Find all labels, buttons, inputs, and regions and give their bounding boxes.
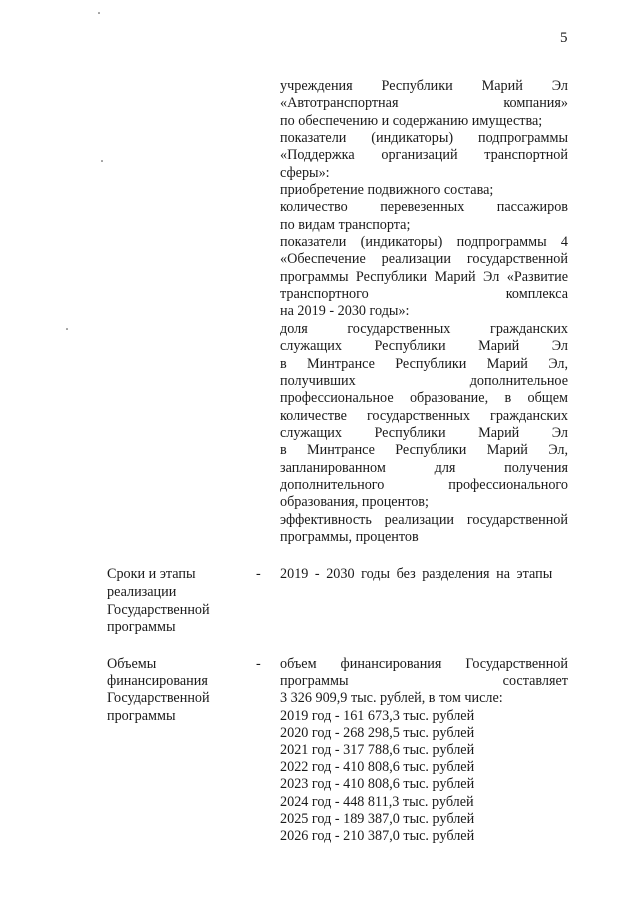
text-line: программы составляет xyxy=(280,673,568,690)
text-line: получивших дополнительное xyxy=(280,372,568,389)
funding-label xyxy=(107,656,257,725)
text-line: «Автотранспортная компания» xyxy=(280,95,568,112)
text-line: запланированном для получения xyxy=(280,459,568,476)
text-line: 2020 год - 268 298,5 тыс. рублей xyxy=(280,724,475,741)
text-line: количестве государственных гражданских xyxy=(280,407,568,424)
text-line: 2023 год - 410 808,6 тыс. рублей xyxy=(280,776,475,793)
text-line: по видам транспорта; xyxy=(280,216,411,233)
text-line: 2024 год - 448 811,3 тыс. рублей xyxy=(280,793,474,810)
text-line: доля государственных гражданских xyxy=(280,320,568,337)
text-line: служащих Республики Марий Эл xyxy=(280,424,568,441)
scan-speck xyxy=(66,328,68,330)
scan-speck xyxy=(101,160,103,162)
label-line: Государственной xyxy=(107,690,210,707)
label-line: программы xyxy=(107,707,176,724)
label-line: Государственной xyxy=(107,601,210,618)
text-line: образования, процентов; xyxy=(280,494,429,511)
label-line: программы xyxy=(107,619,176,636)
label-line: Сроки и этапы xyxy=(107,566,196,582)
text-line: по обеспечению и содержанию имущества; xyxy=(280,112,543,129)
text-line: служащих Республики Марий Эл xyxy=(280,338,568,355)
text-line: на 2019 - 2030 годы»: xyxy=(280,303,410,320)
text-line: 2021 год - 317 788,6 тыс. рублей xyxy=(280,741,475,758)
scan-speck xyxy=(98,12,100,14)
page-number: 5 xyxy=(560,30,568,46)
text-line: 2026 год - 210 387,0 тыс. рублей xyxy=(280,827,475,844)
text-line: количество перевезенных пассажиров xyxy=(280,199,568,216)
text-line: в Минтрансе Республики Марий Эл, xyxy=(280,355,568,372)
text-line: в Минтрансе Республики Марий Эл, xyxy=(280,442,568,459)
text-line: 2022 год - 410 808,6 тыс. рублей xyxy=(280,759,475,776)
text-line: сферы»: xyxy=(280,164,330,181)
text-line: профессиональное образование, в общем xyxy=(280,390,568,407)
text-line: учреждения Республики Марий Эл xyxy=(280,78,568,94)
text-line: объем финансирования Государственной xyxy=(280,656,568,672)
text-line: программы, процентов xyxy=(280,528,419,545)
label-line: финансирования xyxy=(107,673,208,690)
text-line: 3 326 909,9 тыс. рублей, в том числе: xyxy=(280,690,503,707)
text-line: приобретение подвижного состава; xyxy=(280,182,494,199)
terms-label xyxy=(107,566,257,637)
text-line: дополнительного профессионального xyxy=(280,476,568,493)
indicators-text-block xyxy=(280,78,568,546)
text-line: показатели (индикаторы) подпрограммы xyxy=(280,130,568,147)
text-line: «Обеспечение реализации государственной xyxy=(280,251,568,268)
text-line: 2025 год - 189 387,0 тыс. рублей xyxy=(280,810,475,827)
text-line: показатели (индикаторы) подпрограммы 4 xyxy=(280,234,568,251)
label-line: Объемы xyxy=(107,656,157,672)
terms-text: 2019 - 2030 годы без разделения на этапы xyxy=(280,566,553,582)
text-line: программы Республики Марий Эл «Развитие xyxy=(280,268,568,285)
terms-dash: - xyxy=(256,566,261,582)
funding-dash: - xyxy=(256,656,261,672)
funding-text-block xyxy=(280,656,568,845)
text-line: эффективность реализации государственной xyxy=(280,511,568,528)
text-line: «Поддержка организаций транспортной xyxy=(280,147,568,164)
text-line: 2019 год - 161 673,3 тыс. рублей xyxy=(280,707,475,724)
label-line: реализации xyxy=(107,583,177,600)
text-line: транспортного комплекса xyxy=(280,286,568,303)
